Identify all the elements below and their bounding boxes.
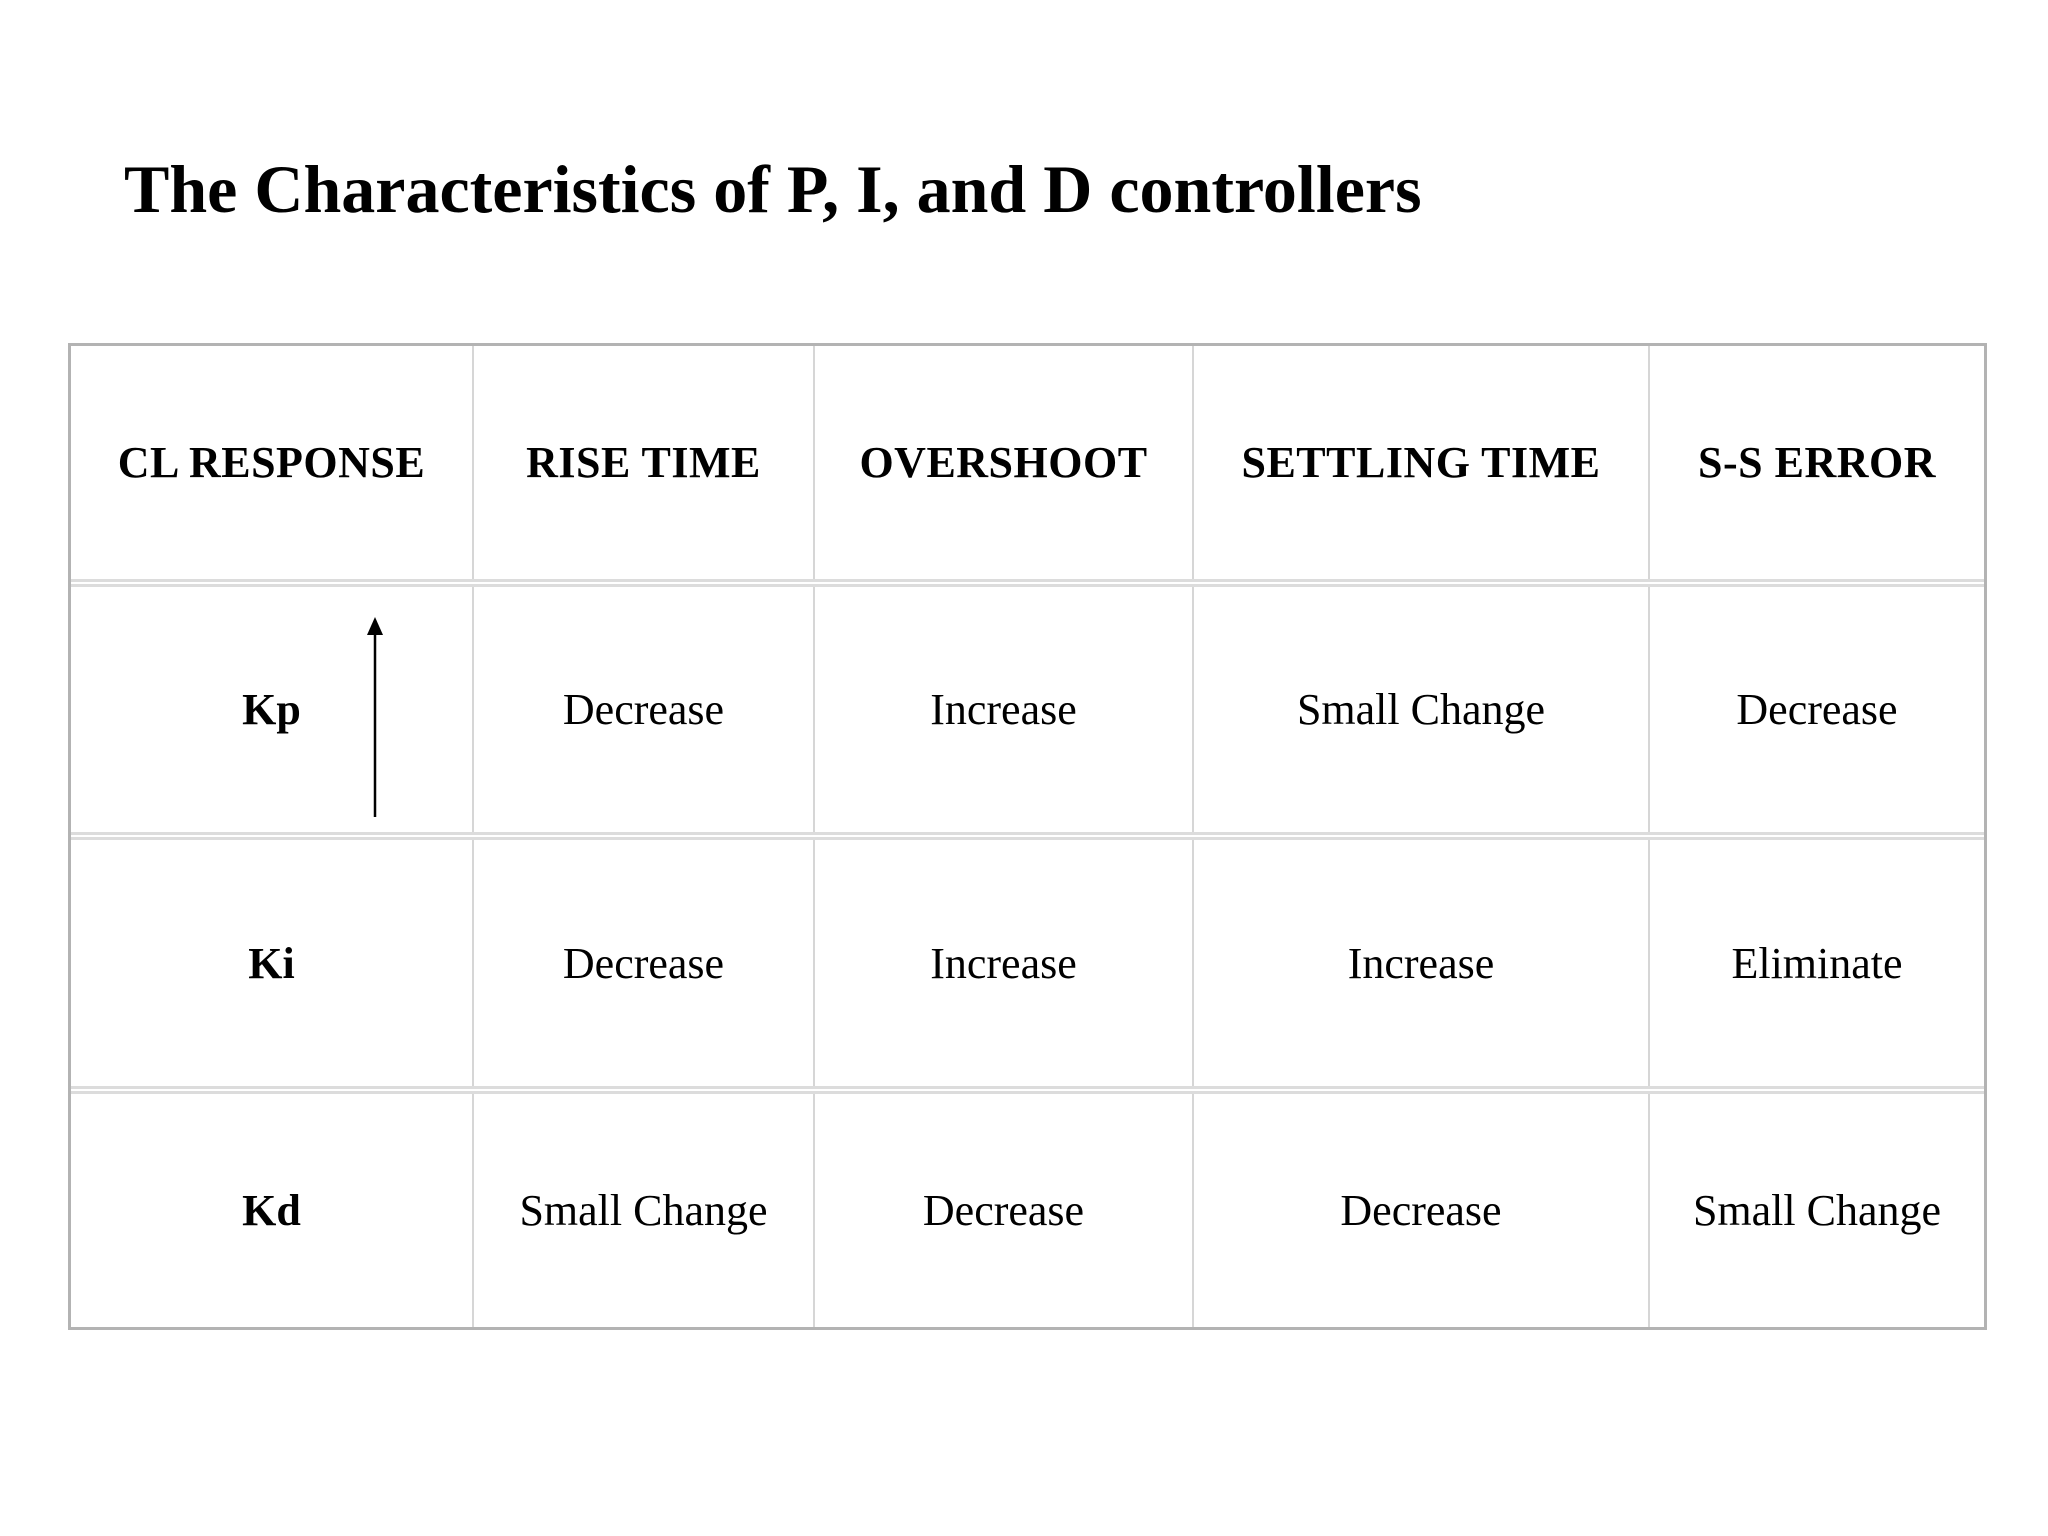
page-title: The Characteristics of P, I, and D controllers bbox=[124, 151, 1422, 227]
table bbox=[71, 346, 1984, 1327]
cell-kp-ss-error: Decrease bbox=[1649, 583, 1984, 837]
row-label-kp bbox=[71, 583, 473, 837]
cell-kd-rise-time: Small Change bbox=[473, 1090, 814, 1327]
cell-ki-rise-time: Decrease bbox=[473, 836, 814, 1090]
cell-ki-settling-time: Increase bbox=[1193, 836, 1649, 1090]
cell-kd-settling-time: Decrease bbox=[1193, 1090, 1649, 1327]
row-label-text: Kp bbox=[242, 685, 301, 735]
table-row-ki bbox=[71, 836, 1984, 1090]
cell-kd-ss-error: Small Change bbox=[1649, 1090, 1984, 1327]
table-header-row bbox=[71, 346, 1984, 583]
header-settling-time: SETTLING TIME bbox=[1193, 346, 1649, 583]
pid-characteristics-table bbox=[68, 343, 1987, 1330]
header-overshoot: OVERSHOOT bbox=[814, 346, 1193, 583]
header-rise-time: RISE TIME bbox=[473, 346, 814, 583]
up-arrow-icon bbox=[363, 617, 387, 817]
table-row-kd bbox=[71, 1090, 1984, 1327]
cell-kp-overshoot: Increase bbox=[814, 583, 1193, 837]
row-label-ki: Ki bbox=[71, 836, 473, 1090]
header-cl-response: CL RESPONSE bbox=[71, 346, 473, 583]
cell-kp-rise-time: Decrease bbox=[473, 583, 814, 837]
cell-kp-settling-time: Small Change bbox=[1193, 583, 1649, 837]
cell-ki-ss-error: Eliminate bbox=[1649, 836, 1984, 1090]
cell-ki-overshoot: Increase bbox=[814, 836, 1193, 1090]
cell-kd-overshoot: Decrease bbox=[814, 1090, 1193, 1327]
table-row-kp bbox=[71, 583, 1984, 837]
row-label-kd: Kd bbox=[71, 1090, 473, 1327]
header-ss-error: S-S ERROR bbox=[1649, 346, 1984, 583]
